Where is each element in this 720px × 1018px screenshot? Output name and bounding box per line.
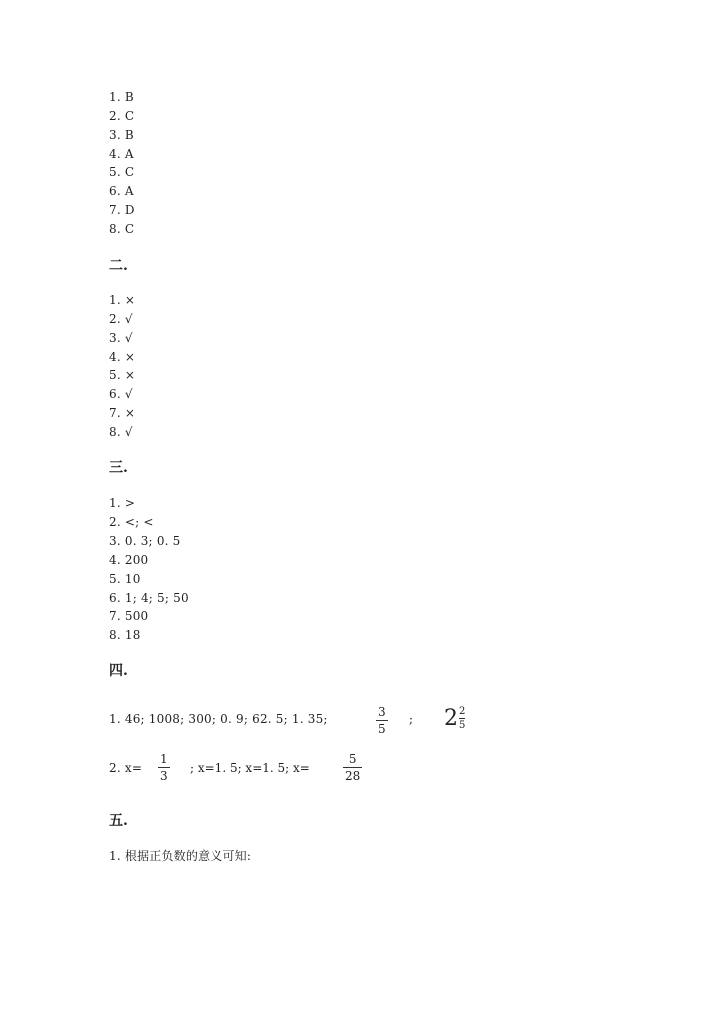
s2-item-1: 1. × [109, 293, 136, 307]
s4-q1-fraction-denominator: 5 [378, 722, 386, 736]
s1-item-2: 2. C [109, 109, 135, 123]
s4-q1-text: 1. 46; 1008; 300; 0. 9; 62. 5; 1. 35; [109, 712, 328, 726]
s3-item-7: 7. 500 [109, 609, 149, 623]
s4-q1-mixed-number [444, 706, 465, 731]
s4-q1-mixed-fraction [459, 706, 465, 731]
s2-item-3: 3. √ [109, 331, 133, 345]
s2-item-8: 8. √ [109, 425, 133, 439]
s2-item-4: 4. × [109, 350, 136, 364]
s4-q1-mixed-whole: 2 [444, 705, 458, 731]
s4-q1-fraction-numerator: 3 [378, 705, 386, 719]
fraction-bar [459, 718, 465, 719]
s4-q1-mixed-numerator: 2 [459, 706, 466, 717]
s3-item-1: 1. > [109, 496, 136, 510]
s4-q1-mixed-denominator: 5 [459, 720, 466, 731]
s4-q2-fraction-2 [343, 752, 362, 783]
s2-item-6: 6. √ [109, 387, 133, 401]
s5-q1-text: 1. 根据正负数的意义可知: [109, 849, 252, 863]
s3-item-8: 8. 18 [109, 628, 141, 642]
s4-q2-fraction-1-denominator: 3 [160, 769, 168, 783]
s1-item-8: 8. C [109, 222, 135, 236]
s1-item-6: 6. A [109, 184, 134, 198]
s1-item-1: 1. B [109, 90, 134, 104]
s3-item-4: 4. 200 [109, 553, 149, 567]
s1-item-7: 7. D [109, 203, 135, 217]
s4-q1-separator: ; [409, 712, 414, 726]
fraction-bar [158, 767, 170, 768]
s1-item-4: 4. A [109, 147, 134, 161]
fraction-bar [343, 767, 362, 768]
s4-q2-fraction-1 [158, 752, 170, 783]
section2-heading: 二. [109, 258, 128, 274]
s4-q2-prefix: 2. x= [109, 761, 143, 775]
s4-q2-fraction-2-numerator: 5 [348, 752, 357, 766]
section3-heading: 三. [109, 460, 128, 476]
section5-heading: 五. [109, 813, 128, 829]
s1-item-3: 3. B [109, 128, 134, 142]
s2-item-5: 5. × [109, 368, 136, 382]
s2-item-7: 7. × [109, 406, 136, 420]
section4-heading: 四. [109, 663, 128, 679]
s4-q1-fraction [376, 705, 388, 736]
fraction-bar [376, 720, 388, 721]
s2-item-2: 2. √ [109, 312, 133, 326]
s4-q2-fraction-1-numerator: 1 [160, 752, 168, 766]
s3-item-5: 5. 10 [109, 572, 141, 586]
s3-item-3: 3. 0. 3; 0. 5 [109, 534, 181, 548]
s4-q2-fraction-2-denominator: 28 [345, 769, 361, 783]
s3-item-6: 6. 1; 4; 5; 50 [109, 591, 189, 605]
s3-item-2: 2. <; < [109, 515, 154, 529]
s1-item-5: 5. C [109, 165, 135, 179]
s4-q2-middle: ; x=1. 5; x=1. 5; x= [190, 761, 310, 775]
